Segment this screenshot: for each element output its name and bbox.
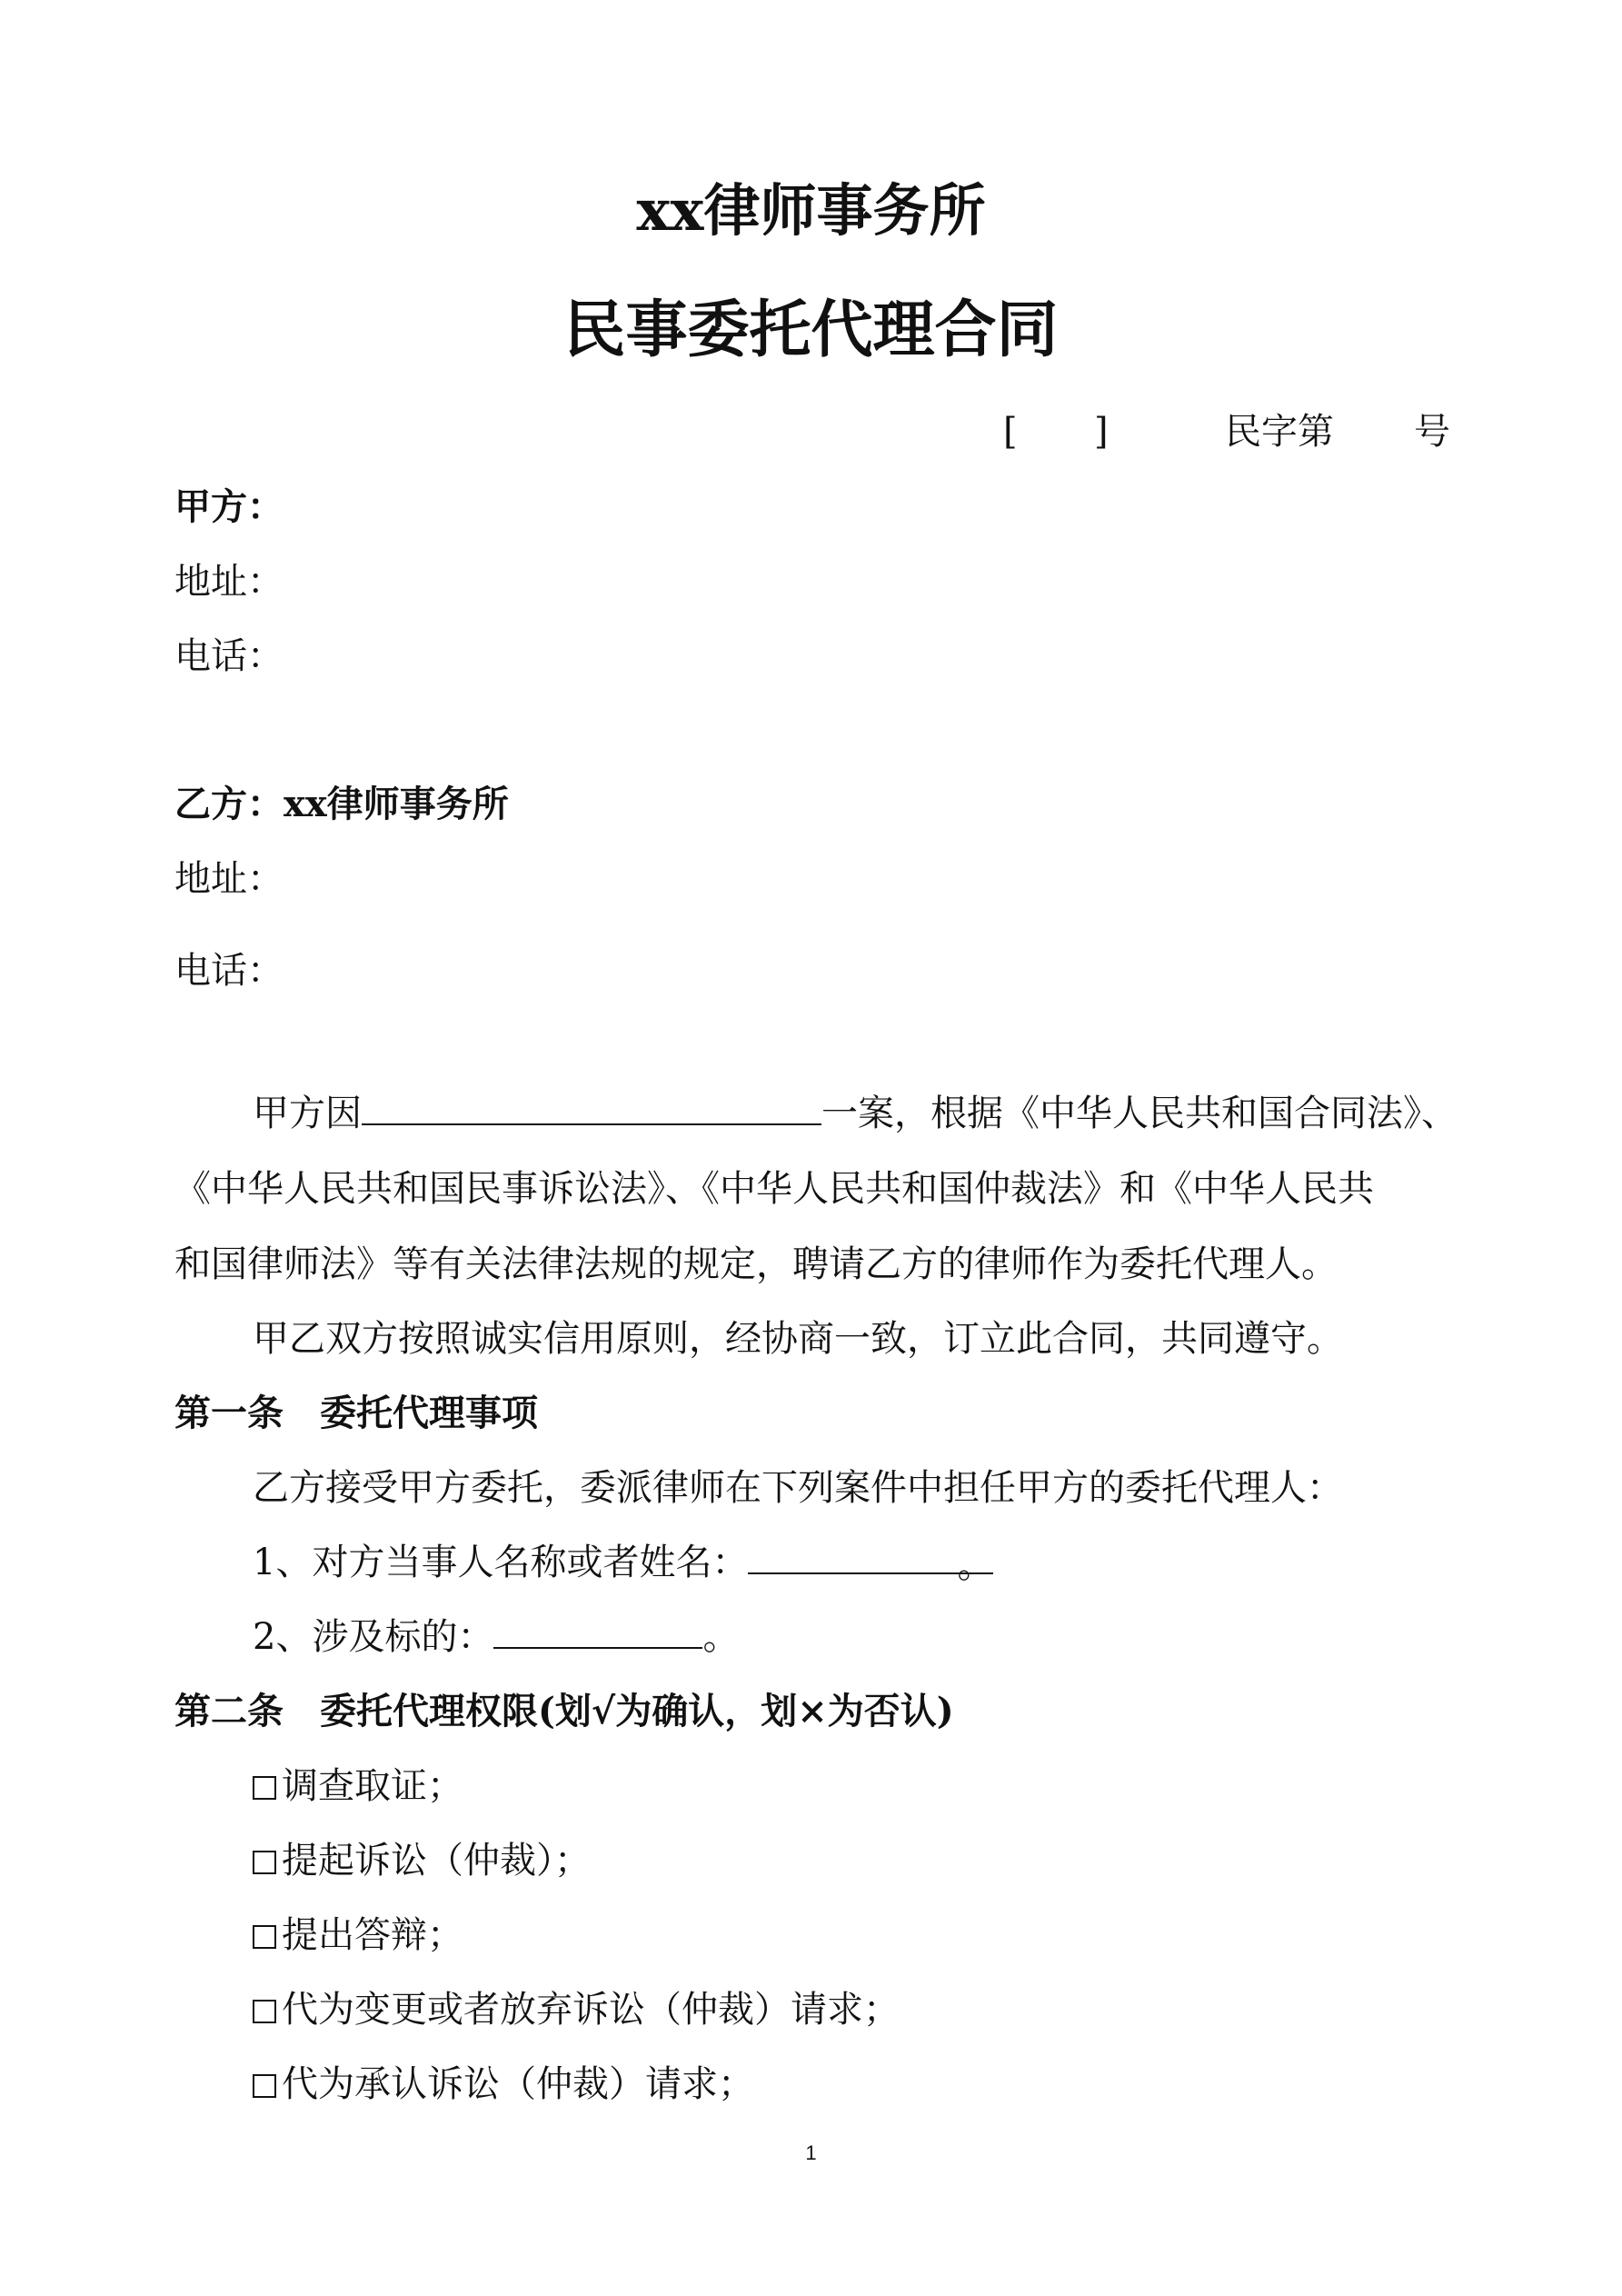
party-a-label: 甲方： bbox=[174, 485, 284, 528]
party-b-address-label: 地址： bbox=[174, 858, 284, 900]
checkbox-icon[interactable] bbox=[253, 1776, 276, 1800]
page-number: 1 bbox=[805, 2141, 817, 2164]
article-1-item-2 bbox=[253, 1612, 739, 1662]
doc-no-suffix: 号 bbox=[1414, 411, 1450, 453]
preamble-start: 甲方因 bbox=[253, 1093, 362, 1134]
item-1-label: 1、对方当事人名称或者姓名： bbox=[253, 1542, 749, 1583]
doc-no-middle: 民字第 bbox=[1225, 411, 1334, 453]
item-2-label: 2、涉及标的： bbox=[253, 1616, 494, 1658]
authority-option-label: 代为变更或者放弃诉讼（仲裁）请求； bbox=[282, 1989, 900, 2031]
preamble-paragraph-2: 甲乙双方按照诚实信用原则，经协商一致，订立此合同，共同遵守。 bbox=[253, 1318, 1343, 1360]
checkbox-icon[interactable] bbox=[253, 1851, 276, 1874]
authority-option-label: 代为承认诉讼（仲裁）请求； bbox=[282, 2063, 754, 2105]
authority-option-label: 提出答辩； bbox=[282, 1914, 463, 1956]
checkbox-icon[interactable] bbox=[253, 1925, 276, 1949]
checkbox-icon[interactable] bbox=[253, 2074, 276, 2098]
authority-option bbox=[253, 1984, 900, 2035]
preamble-line-1 bbox=[253, 1088, 1458, 1139]
article-2-heading: 第二条 委托代理权限(划√为确认，划×为否认) bbox=[174, 1690, 954, 1732]
doc-no-bracket-left: [ bbox=[1003, 411, 1018, 453]
authority-option-label: 调查取证； bbox=[282, 1765, 463, 1807]
item-1-end: 。 bbox=[957, 1544, 994, 1586]
item-2-end: 。 bbox=[702, 1616, 740, 1658]
opposing-party-blank[interactable] bbox=[748, 1540, 994, 1586]
subject-matter-blank[interactable] bbox=[493, 1614, 702, 1649]
article-1-item-1 bbox=[253, 1537, 993, 1588]
authority-option bbox=[253, 1910, 463, 1961]
preamble-end: 一案，根据《中华人民共和国合同法》、 bbox=[821, 1093, 1458, 1134]
authority-option bbox=[253, 1835, 591, 1886]
contract-title: 民事委托代理合同 bbox=[563, 294, 1059, 366]
authority-option bbox=[253, 1761, 463, 1812]
article-1-intro: 乙方接受甲方委托，委派律师在下列案件中担任甲方的委托代理人： bbox=[253, 1467, 1343, 1509]
authority-option bbox=[253, 2059, 754, 2110]
preamble-line-2: 《中华人民共和国民事诉讼法》、《中华人民共和国仲裁法》和《中华人民共 bbox=[174, 1168, 1374, 1210]
doc-no-bracket-right: ] bbox=[1094, 411, 1109, 453]
article-1-heading: 第一条 委托代理事项 bbox=[174, 1392, 538, 1434]
party-b-phone-label: 电话： bbox=[174, 950, 284, 992]
party-b-label: 乙方：xx律师事务所 bbox=[174, 783, 509, 825]
case-name-blank[interactable] bbox=[362, 1091, 821, 1125]
party-a-phone-label: 电话： bbox=[174, 635, 284, 677]
preamble-line-3: 和国律师法》等有关法律法规的规定，聘请乙方的律师作为委托代理人。 bbox=[174, 1243, 1338, 1285]
authority-option-label: 提起诉讼（仲裁）； bbox=[282, 1840, 591, 1882]
checkbox-icon[interactable] bbox=[253, 2000, 276, 2023]
firm-name-title: xx律师事务所 bbox=[636, 177, 986, 244]
party-a-address-label: 地址： bbox=[174, 561, 284, 603]
